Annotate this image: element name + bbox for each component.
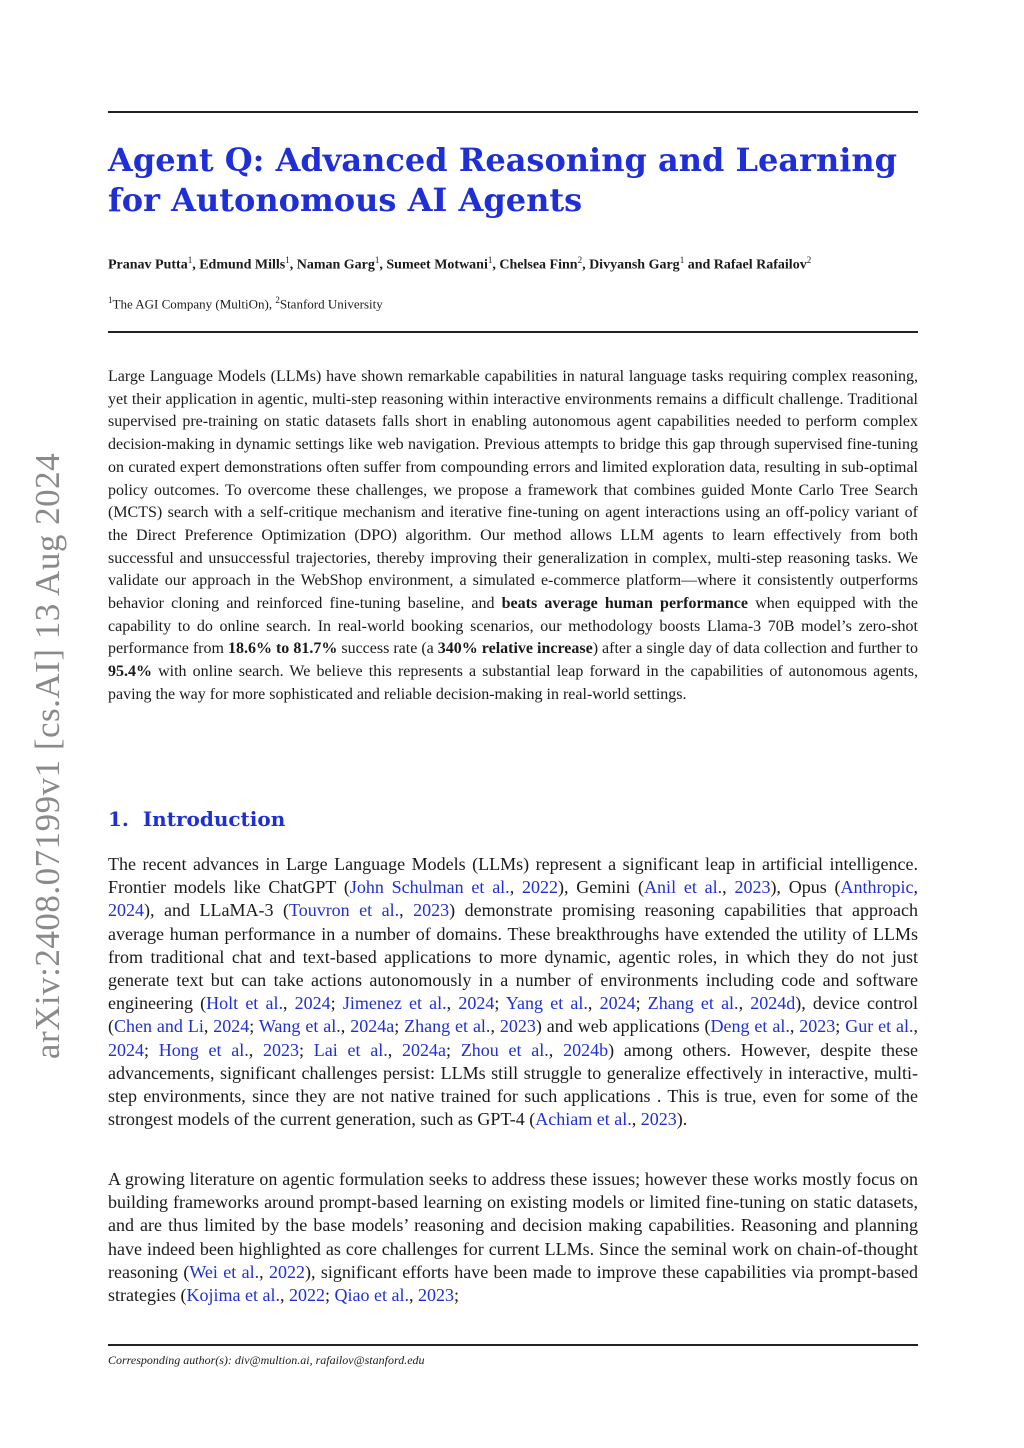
arxiv-identifier: arXiv:2408.07199v1 [cs.AI] 13 Aug 2024	[28, 452, 67, 1060]
text-run: ;	[324, 1285, 335, 1306]
bold-text: 18.6% to 81.7%	[227, 640, 338, 658]
citation-link[interactable]: Yang et al.	[505, 993, 588, 1014]
text-run: ;	[453, 1285, 459, 1306]
text-run: Large Language Models (LLMs) have shown remarkable capabilities in natural language tasks requiring complex reasoning, yet their application in agentic, multi-step reasoning within interactive environments remains a difficult challenge. Traditional supervised pre-training on static datasets falls short in enabling autonomous agent capabilities needed to perform complex decision-making in dynamic settings like web navigation. Previous attempts to bridge this gap through supervised fine-tuning on curated expert demonstrations often suffer from compounding errors and limited exploration data, resulting in sub-optimal policy outcomes. To overcome these challenges, we propose a framework that combines guided Monte Carlo Tree Search (MCTS) search with a self-critique mechanism and iterative fine-tuning on agent interactions using an off-policy variant of the Direct Preference Optimization (DPO) algorithm. Our method allows LLM agents to learn effectively from both successful and unsuccessful trajectories, thereby improving their generalization in complex, multi-step reasoning tasks. We validate our approach in the WebShop environment, a simulated e-commerce platform—where it consistently outperforms behavior cloning and reinforced fine-tuning baseline, and	[108, 368, 918, 613]
title-line-1: Agent Q: Advanced Reasoning and Learning	[108, 141, 898, 179]
author-affiliation-mark: 1	[285, 255, 290, 265]
top-rule	[108, 111, 918, 113]
text-run: ;	[144, 1039, 159, 1060]
citation-link[interactable]: Wang et al.	[258, 1016, 341, 1037]
text-run: ;	[299, 1039, 314, 1060]
author-affiliation-mark: 1	[187, 255, 193, 265]
author-affiliation-mark: 1	[487, 255, 493, 265]
text-run: with online search. We believe this represents a substantial leap forward in the capabilities of autonomous agents, paving the way for more sophisticated and reliable decision-making in real-world settings.	[108, 663, 918, 703]
citation-link[interactable]: 2023	[640, 1109, 677, 1130]
citation-link[interactable]: 2024	[108, 900, 144, 921]
citation-link[interactable]: Hong et al.	[158, 1039, 249, 1060]
author-name: Edmund Mills	[199, 257, 286, 273]
text-run: ), device control (	[108, 993, 919, 1037]
text-run: ;	[446, 1039, 461, 1060]
author-affiliation-mark: 2	[806, 255, 812, 265]
citation-link[interactable]: Gur et al.	[845, 1016, 914, 1037]
text-run: ,	[587, 993, 600, 1014]
citation-link[interactable]: 2024	[108, 1039, 144, 1060]
text-run: ,	[913, 1016, 919, 1037]
section-heading-introduction	[108, 807, 285, 831]
citation-link[interactable]: Lai et al.	[313, 1039, 388, 1060]
author-separator: ,	[582, 257, 590, 273]
citation-link[interactable]: Zhang et al.	[647, 993, 739, 1014]
text-run: ).	[676, 1109, 688, 1130]
citation-link[interactable]: Jimenez et al.	[342, 993, 447, 1014]
text-run: ,	[722, 877, 735, 898]
text-run: ) among others. However, despite these advancements, significant challenges persist: LLMs still struggle to generalize effectively in interactive, multi-step environments, since they are not native trained for such applications . This is true, even for some of the strongest models of the current generation, such as GPT-4 (	[108, 1039, 919, 1130]
text-run: ;	[494, 993, 506, 1014]
footer-rule	[108, 1344, 918, 1346]
text-run: ) demonstrate promising reasoning capabilities that approach average human performance in a number of domains. These breakthroughs have extended the utility of LLMs from traditional chat and text-based applications to more dynamic, agentic roles, in which they do not just generate text but can take actions autonomously in a number of environments including code and software engineering (	[108, 900, 918, 1014]
section-title: Introduction	[142, 807, 286, 831]
citation-link[interactable]: 2023	[799, 1016, 836, 1037]
text-run: ) and web applications (	[535, 1016, 711, 1037]
text-run: when equipped with the capability to do online search. In real-world booking scenarios, our methodology boosts Llama-3 70B model’s zero-shot performance from	[108, 595, 919, 658]
author-name: Naman Garg	[296, 257, 375, 273]
section-number: 1.	[108, 807, 129, 831]
text-run: ,	[446, 993, 459, 1014]
text-run: ,	[490, 1016, 500, 1037]
citation-link[interactable]: John Schulman et al.	[349, 877, 510, 898]
citation-link[interactable]: 2022	[521, 877, 558, 898]
text-run: ,	[631, 1109, 641, 1130]
text-run: ,	[279, 1285, 289, 1306]
citation-link[interactable]: Chen and Li	[114, 1016, 204, 1037]
text-run: ;	[635, 993, 648, 1014]
text-run: ,	[548, 1039, 564, 1060]
affiliation-text: The AGI Company (MultiOn),	[112, 296, 276, 312]
text-run: ;	[330, 993, 343, 1014]
text-run: ), Gemini (	[557, 877, 645, 898]
text-run: ,	[789, 1016, 800, 1037]
citation-link[interactable]: 2024b	[563, 1039, 609, 1060]
intro-paragraph-2	[108, 1168, 918, 1307]
author-separator: ,	[379, 257, 387, 273]
author-name: Rafael Rafailov	[713, 257, 807, 273]
title-line-2: for Autonomous AI Agents	[108, 181, 583, 219]
citation-link[interactable]: 2024	[294, 993, 331, 1014]
text-run: ,	[399, 900, 414, 921]
text-run: ), and LLaMA-3 (	[144, 900, 289, 921]
citation-link[interactable]: Zhang et al.	[404, 1016, 491, 1037]
citation-link[interactable]: 2024	[213, 1016, 250, 1037]
author-affiliation-mark: 2	[577, 255, 583, 265]
citation-link[interactable]: 2022	[288, 1285, 325, 1306]
citation-link[interactable]: 2023	[417, 1285, 454, 1306]
citation-link[interactable]: 2022	[268, 1261, 305, 1282]
author-name: Sumeet Motwani	[386, 257, 488, 273]
citation-link[interactable]: Qiao et al.	[334, 1285, 409, 1306]
text-run: A growing literature on agentic formulation seeks to address these issues; however these works mostly focus on building frameworks around prompt-based learning on existing models or limited fine-tuning on static datasets, and are thus limited by the base models’ reasoning and decision making capabilities. Reasoning and planning have indeed been highlighted as core challenges for current LLMs. Since the seminal work on chain-of-thought reasoning (	[108, 1169, 918, 1282]
author-separator: and	[684, 257, 714, 273]
text-run: ;	[394, 1016, 405, 1037]
text-run: ,	[340, 1016, 351, 1037]
author-name: Pranav Putta	[108, 257, 188, 273]
citation-link[interactable]: Kojima et al.	[186, 1285, 280, 1306]
bold-text: beats average human performance	[501, 595, 749, 613]
citation-link[interactable]: 2024d	[750, 993, 796, 1014]
author-list	[108, 250, 908, 276]
corresponding-author-footnote: Corresponding author(s): div@multion.ai, rafailov@stanford.edu	[108, 1353, 425, 1367]
text-run: ,	[203, 1016, 214, 1037]
text-run: ,	[738, 993, 751, 1014]
text-run: ), significant efforts have been made to improve these capabilities via prompt-based strategies (	[108, 1261, 918, 1306]
abstract	[108, 366, 918, 707]
header-bottom-rule	[108, 331, 918, 333]
author-separator: ,	[492, 257, 500, 273]
citation-link[interactable]: Touvron et al.	[288, 900, 400, 921]
text-run: ,	[282, 993, 295, 1014]
text-run: ,	[248, 1039, 264, 1060]
citation-link[interactable]: 2023	[263, 1039, 300, 1060]
text-run: The recent advances in Large Language Models (LLMs) represent a significant leap in artificial intelligence. Frontier models like ChatGPT (	[108, 854, 918, 898]
text-run: ) after a single day of data collection and further to	[592, 640, 919, 658]
text-run: ,	[387, 1039, 403, 1060]
citation-link[interactable]: Deng et al.	[710, 1016, 790, 1037]
author-separator: ,	[289, 257, 297, 273]
text-run: ,	[408, 1285, 418, 1306]
citation-link[interactable]: Zhou et al.	[460, 1039, 549, 1060]
citation-link[interactable]: 2024a	[402, 1039, 447, 1060]
text-run: ,	[509, 877, 522, 898]
paper-title	[108, 140, 918, 220]
text-run: ), Opus (	[770, 877, 841, 898]
citation-link[interactable]: Wei et al.	[189, 1261, 260, 1282]
citation-link[interactable]: Holt et al.	[206, 993, 283, 1014]
intro-paragraph-1	[108, 853, 918, 1131]
text-run: ,	[913, 877, 919, 898]
affiliation-number: 2	[275, 295, 280, 305]
citation-link[interactable]: 2024	[599, 993, 636, 1014]
citation-link[interactable]: Anil et al.	[644, 877, 723, 898]
citation-link[interactable]: 2024	[458, 993, 495, 1014]
author-separator: ,	[192, 257, 200, 273]
citation-link[interactable]: Achiam et al.	[535, 1109, 632, 1130]
bold-text: 95.4%	[108, 663, 152, 681]
text-run: ;	[249, 1016, 259, 1037]
citation-link[interactable]: 2023	[413, 900, 450, 921]
bold-text: 340% relative increase	[437, 640, 593, 658]
text-run: ,	[259, 1261, 269, 1282]
author-affiliation-mark: 1	[679, 255, 685, 265]
author-name: Divyansh Garg	[589, 257, 680, 273]
text-run: success rate (a	[337, 640, 438, 658]
affiliation-number: 1	[108, 295, 113, 305]
citation-link[interactable]: 2023	[734, 877, 771, 898]
author-affiliation-mark: 1	[374, 255, 380, 265]
affiliation-text: Stanford University	[279, 296, 383, 312]
citation-link[interactable]: 2023	[499, 1016, 536, 1037]
affiliations	[108, 295, 383, 312]
text-run: ;	[835, 1016, 846, 1037]
citation-link[interactable]: 2024a	[350, 1016, 395, 1037]
author-name: Chelsea Finn	[499, 257, 578, 273]
citation-link[interactable]: Anthropic	[840, 877, 914, 898]
